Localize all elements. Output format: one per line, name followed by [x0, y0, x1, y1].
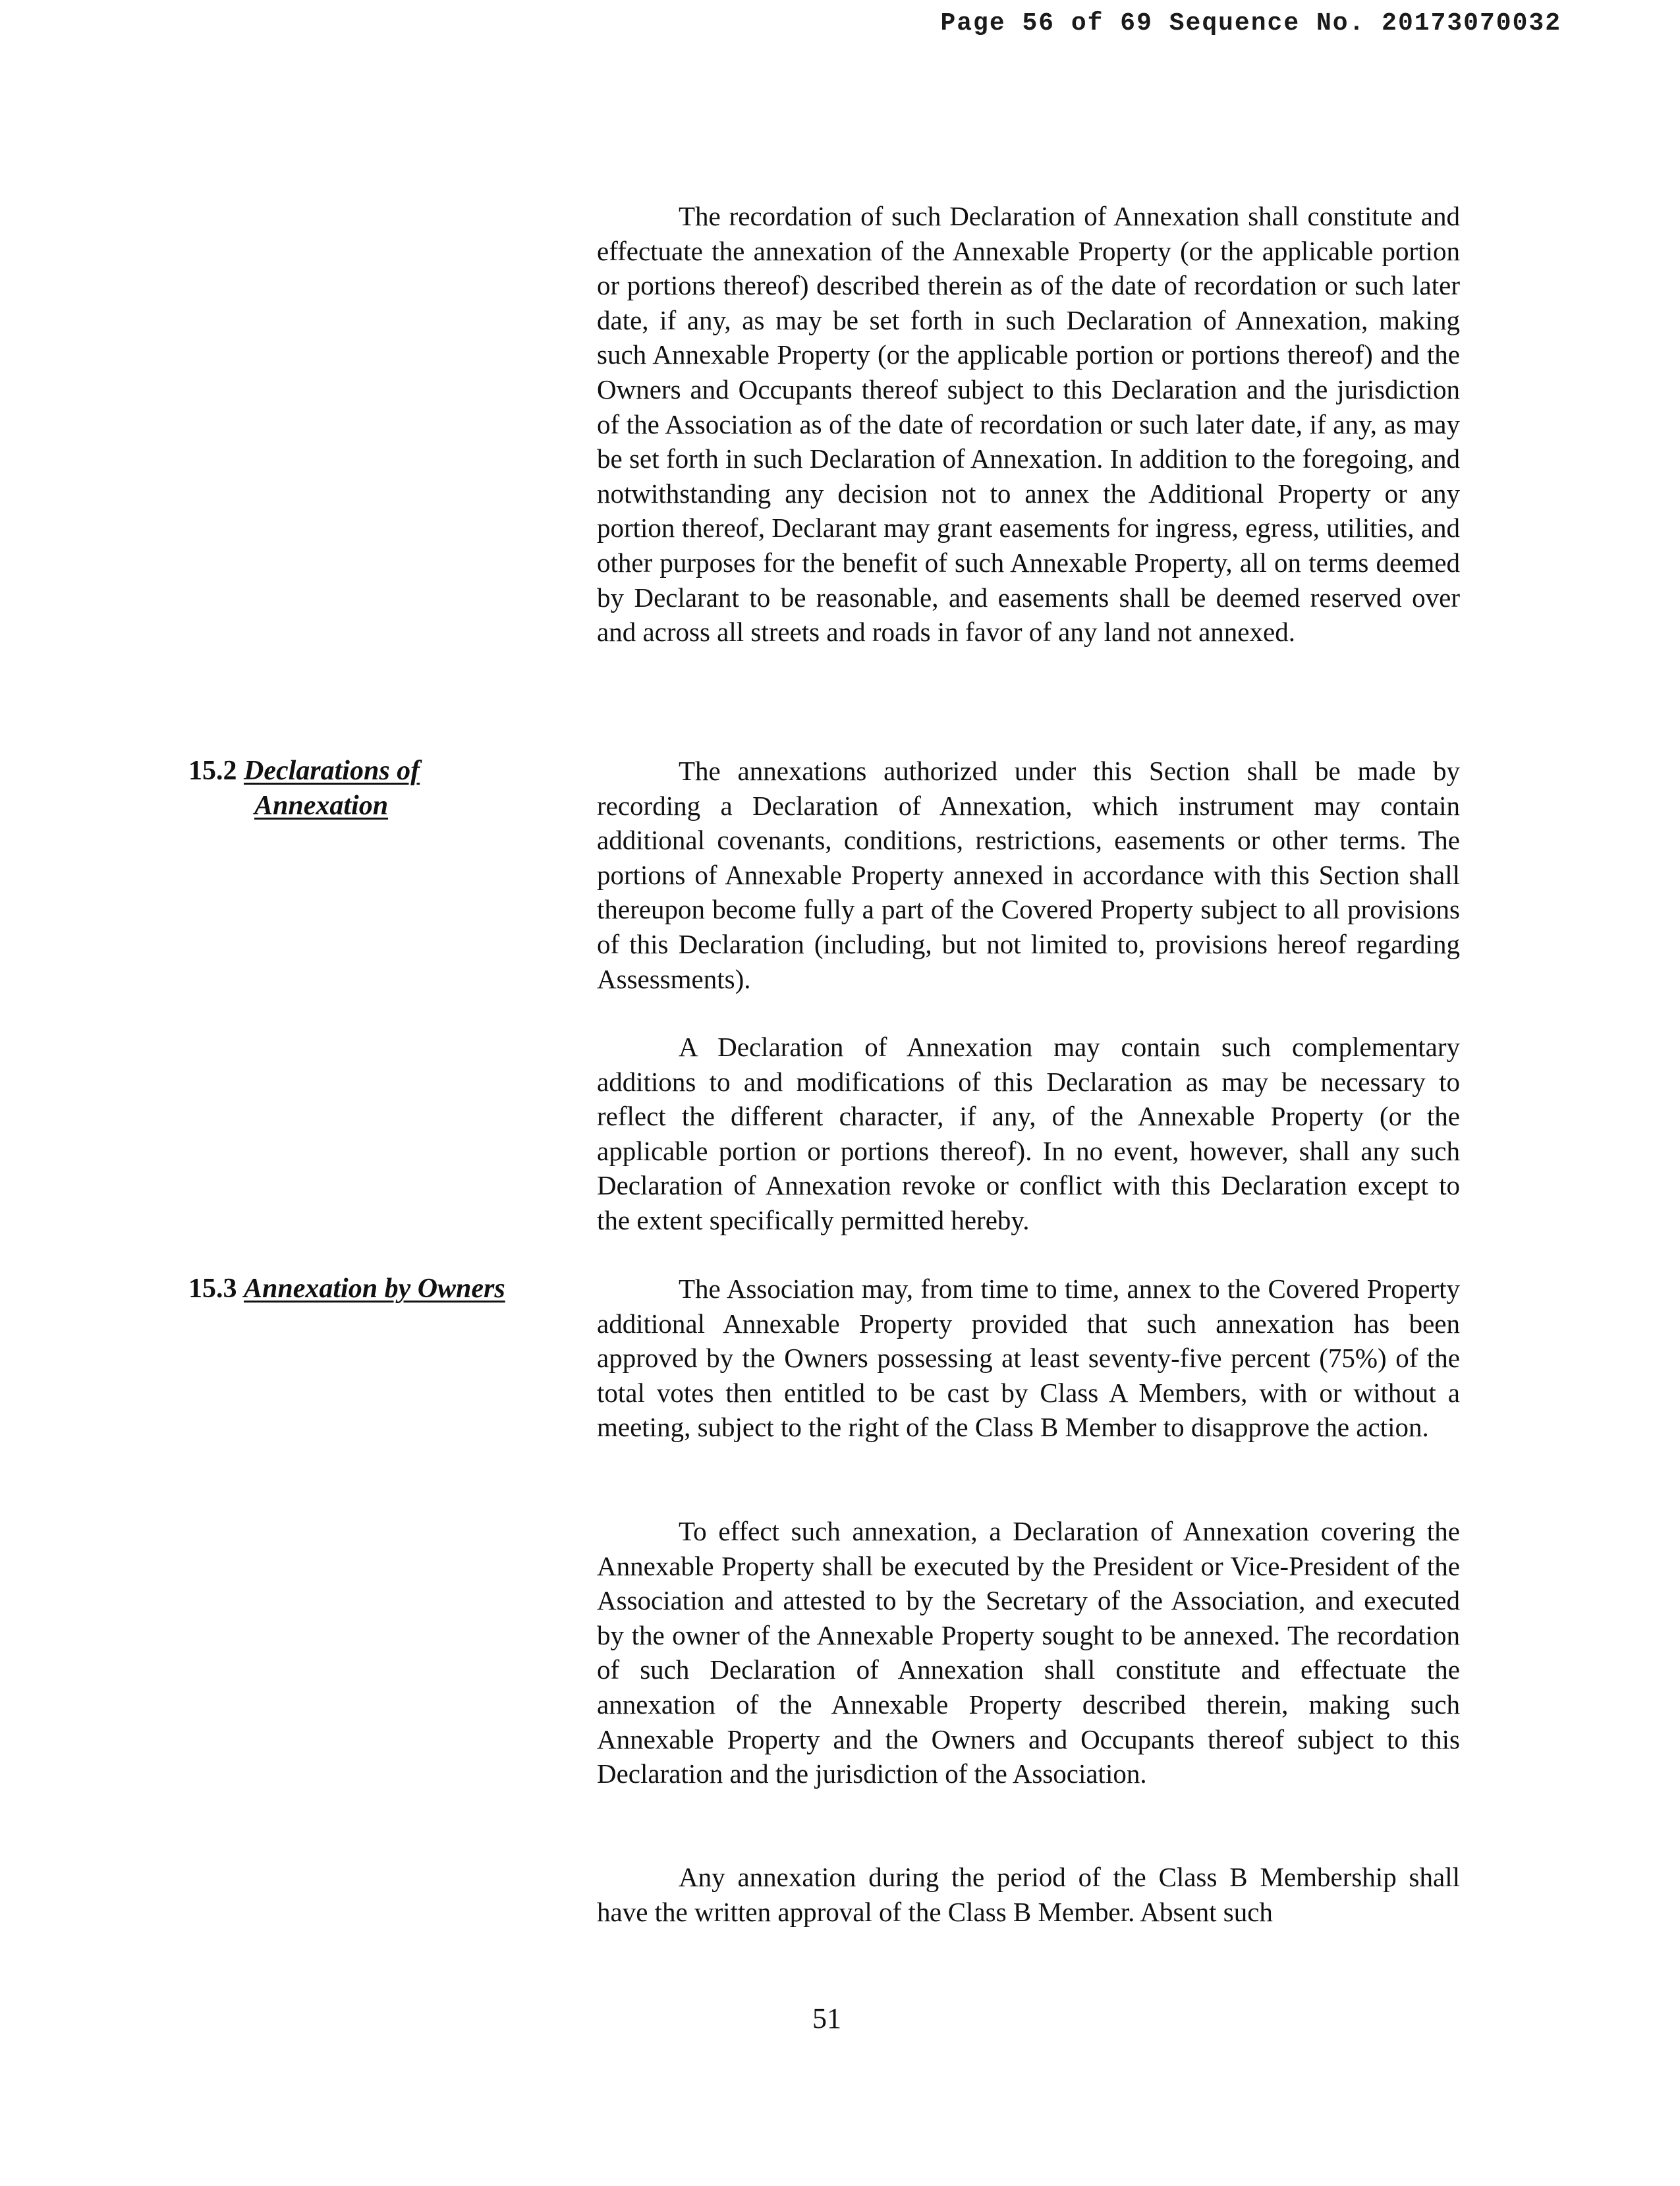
- page-number: 51: [812, 2002, 841, 2034]
- section-title-line1: Declarations of: [244, 756, 420, 786]
- paragraph-effect-annexation: To effect such annexation, a Declaration of Annexation covering the Annexable Property shall be executed by the President or Vice-President of the Association and attested to by the Secretary of the Association, and executed by the owner of the Annexable Property sought to be annexed. The recordation of such Declaration of Annexation shall constitute and effectuate the annexation of the Annexable Property described therein, making such Annexable Property and the Owners and Occupants thereof subject to this Declaration and the jurisdiction of the Association.: [597, 1516, 1460, 1789]
- section-number: 15.2: [188, 756, 237, 786]
- section-title-line2: Annexation: [254, 790, 389, 821]
- paragraph-annexation-by-owners: The Association may, from time to time, annex to the Covered Property additional Annexable Property provided that such annexation has been approved by the Owners possessing at least seventy-five percent (75%) of the total votes then entitled to be cast by Class A Members, with or without a meeting, subject to the right of the Class B Member to disapprove the action.: [597, 1274, 1460, 1443]
- paragraph-complementary-additions: A Declaration of Annexation may contain such complementary additions to and modifications of this Declaration as may be necessary to reflect the different character, if any, of the Annexable Property (or the applicable portion or portions thereof). In no event, however, shall any such Declaration of Annexation revoke or conflict with this Declaration except to the extent specifically permitted hereby.: [597, 1032, 1460, 1235]
- section-title: Annexation by Owners: [244, 1274, 505, 1304]
- paragraph-class-b-approval: Any annexation during the period of the Class B Membership shall have the written approval of the Class B Member. Absent such: [597, 1862, 1460, 1927]
- paragraph-annexations-authorized: The annexations authorized under this Section shall be made by recording a Declaration of Annexation, which instrument may contain additional covenants, conditions, restrictions, easements or other terms. The portions of Annexable Property annexed in accordance with this Section shall thereupon become fully a part of the Covered Property subject to all provisions of this Declaration (including, but not limited to, provisions hereof regarding Assessments).: [597, 756, 1460, 994]
- section-heading-15-3: [188, 1272, 505, 1306]
- paragraph-recordation: The recordation of such Declaration of Annexation shall constitute and effectuate the annexation of the Annexable Property (or the applicable portion or portions thereof) described therein as of the date of recordation or such later date, if any, as may be set forth in such Declaration of Annexation, making such Annexable Property (or the applicable portion or portions thereof) and the Owners and Occupants thereof subject to this Declaration and the jurisdiction of the Association as of the date of recordation or such later date, if any, as may be set forth in such Declaration of Annexation. In addition to the foregoing, and notwithstanding any decision not to annex the Additional Property or any portion thereof, Declarant may grant easements for ingress, egress, utilities, and other purposes for the benefit of such Annexable Property, all on terms deemed by Declarant to be reasonable, and easements shall be deemed reserved over and across all streets and roads in favor of any land not annexed.: [597, 201, 1460, 648]
- section-heading-15-2: [188, 754, 420, 823]
- section-number: 15.3: [188, 1274, 237, 1304]
- page-header-sequence: Page 56 of 69 Sequence No. 20173070032: [940, 9, 1561, 38]
